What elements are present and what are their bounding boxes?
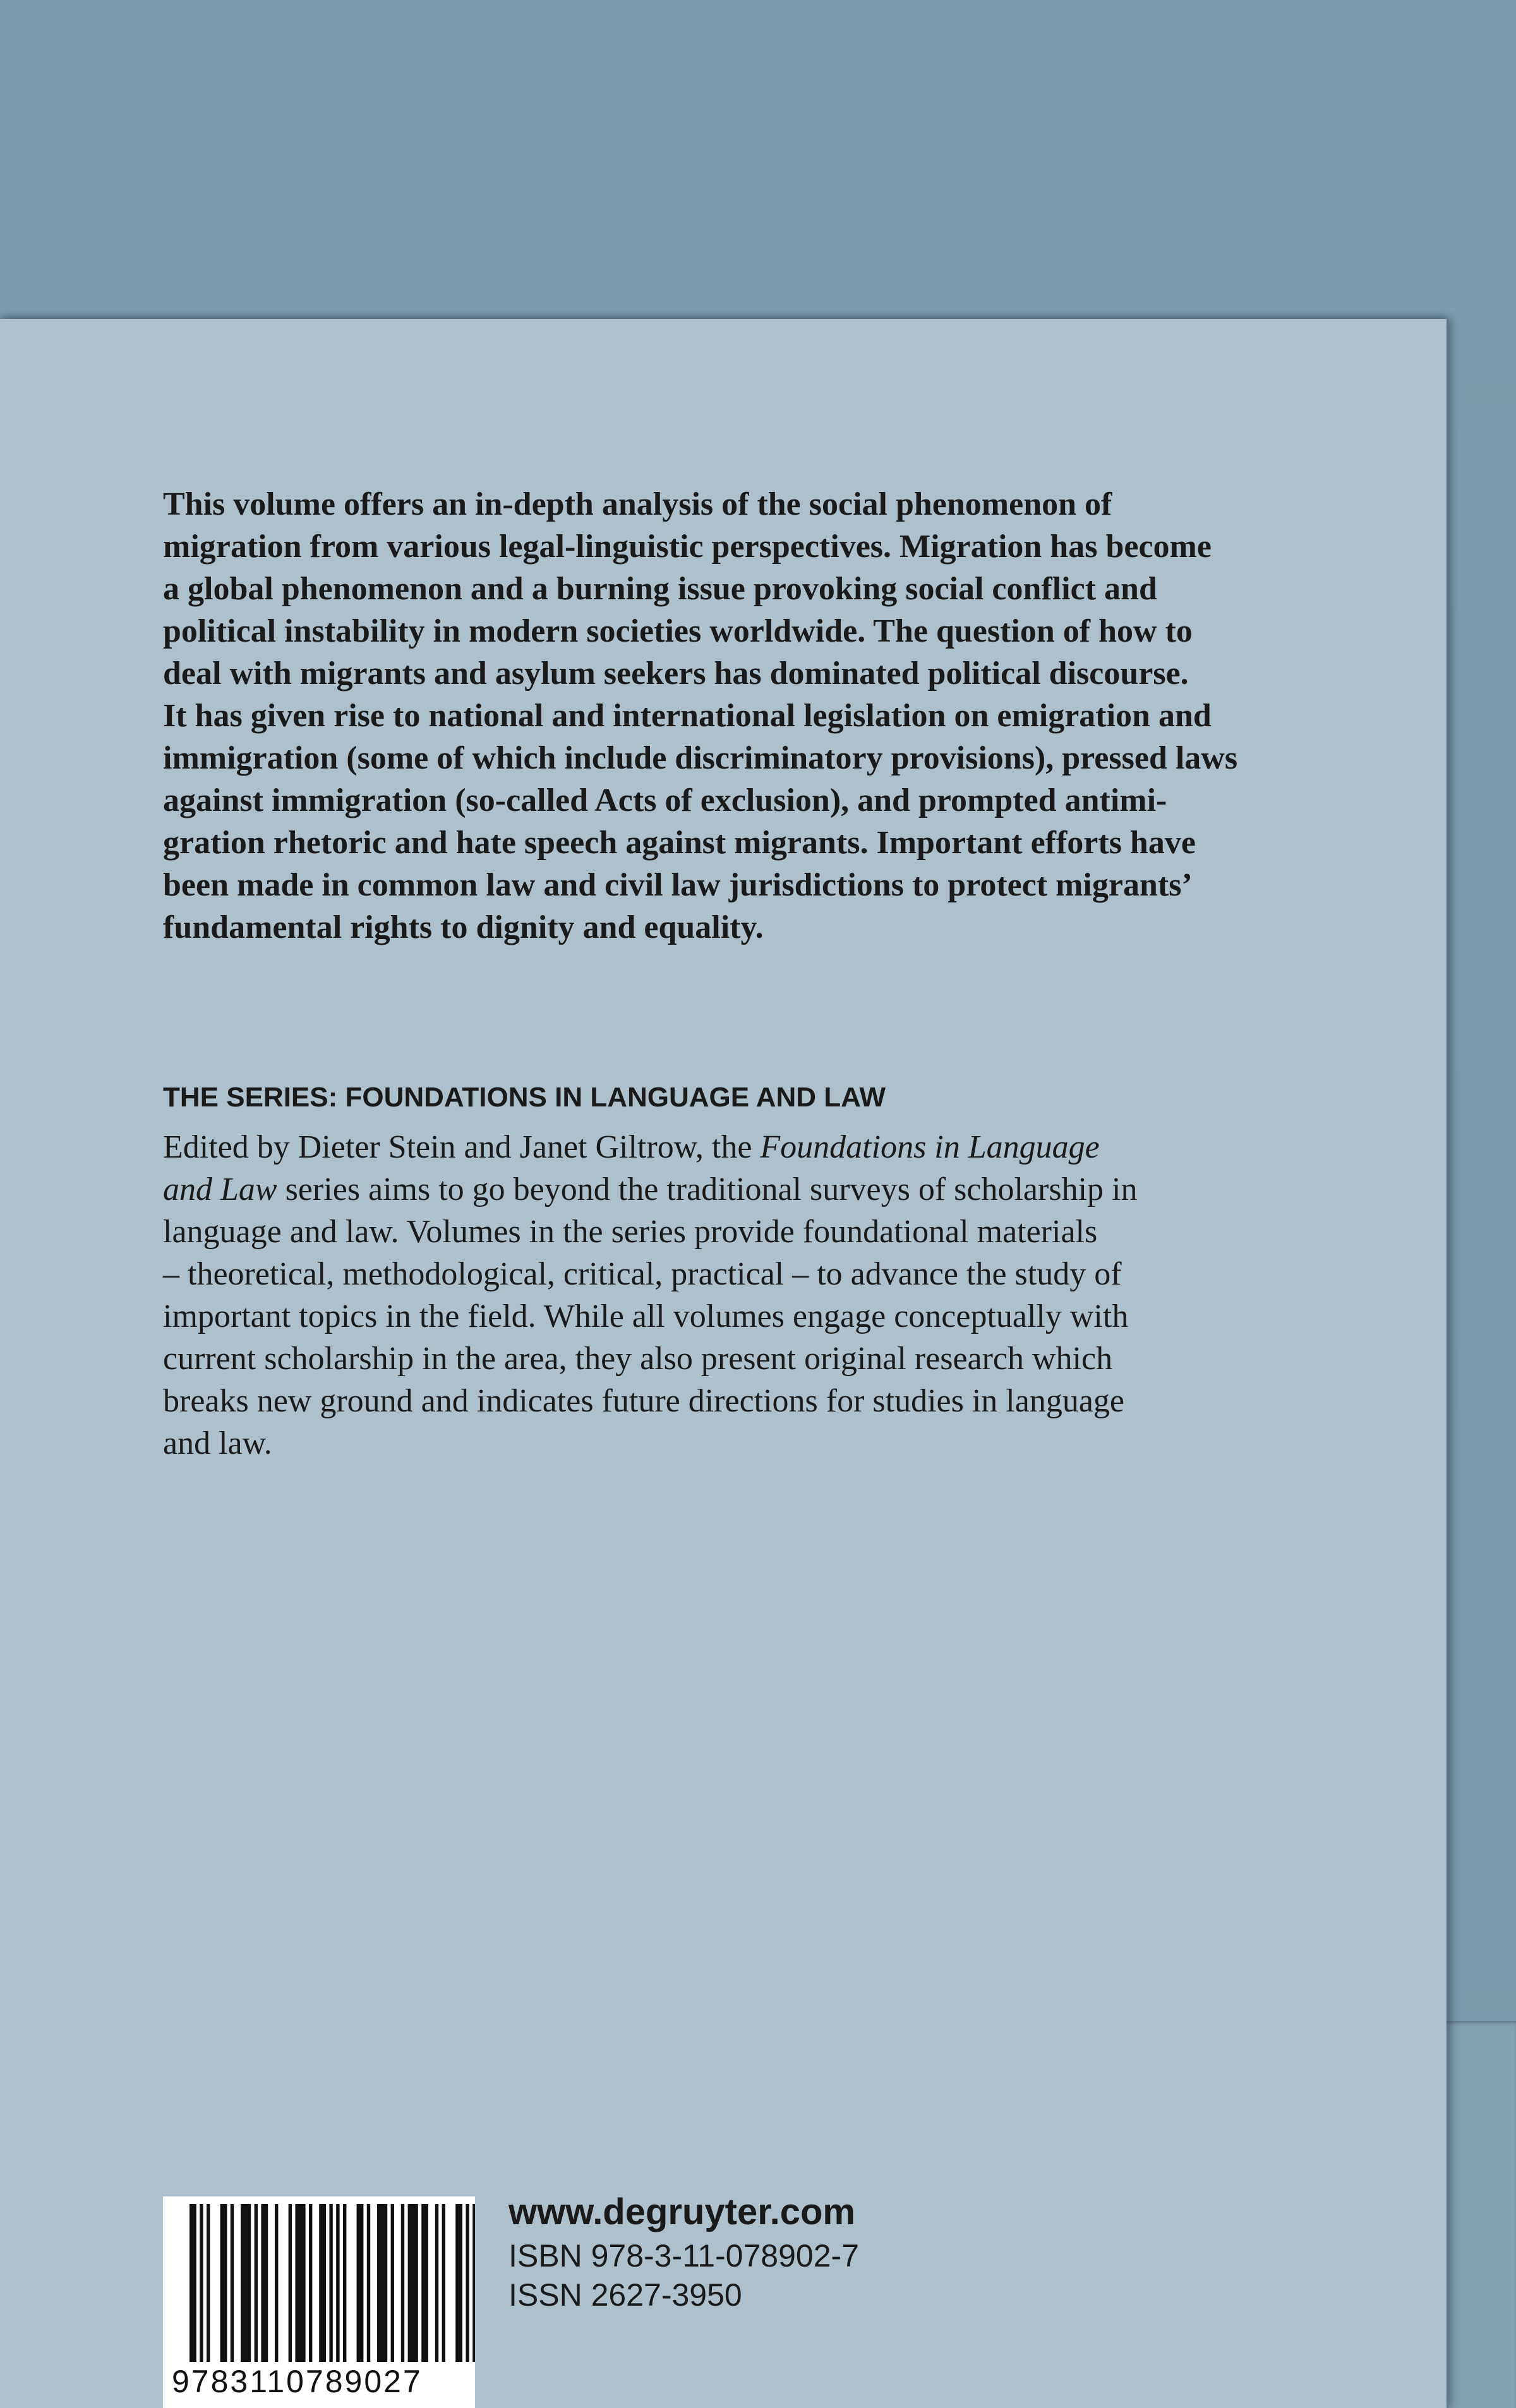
series-line: current scholarship in the area, they also present original research which bbox=[163, 1341, 1113, 1377]
barcode-bar bbox=[220, 2204, 227, 2362]
series-line: – theoretical, methodological, critical, practical – to advance the study of bbox=[163, 1256, 1122, 1292]
barcode bbox=[163, 2196, 475, 2408]
series-description bbox=[163, 1126, 1275, 1465]
publisher-website[interactable]: www.degruyter.com bbox=[508, 2191, 855, 2232]
series-text-segment: Edited by Dieter Stein and Janet Giltrow, the bbox=[163, 1129, 761, 1165]
series-title-italic: and Law bbox=[163, 1171, 277, 1207]
barcode-bar bbox=[329, 2204, 332, 2362]
barcode-bar bbox=[391, 2204, 394, 2362]
barcode-bar bbox=[255, 2204, 258, 2362]
series-line: important topics in the field. While all volumes engage conceptually with bbox=[163, 1298, 1129, 1334]
barcode-bar bbox=[401, 2204, 404, 2362]
description-line: This volume offers an in-depth analysis of the social phenomenon of bbox=[163, 486, 1112, 522]
series-text-segment: series aims to go beyond the traditional surveys of scholarship in bbox=[277, 1171, 1138, 1207]
barcode-bar bbox=[408, 2204, 418, 2362]
book-description bbox=[163, 441, 1338, 949]
barcode-bar bbox=[275, 2204, 278, 2362]
description-line: deal with migrants and asylum seekers has dominated political discourse. bbox=[163, 656, 1189, 692]
description-line: gration rhetoric and hate speech against migrants. Important efforts have bbox=[163, 825, 1196, 861]
barcode-bar bbox=[367, 2204, 370, 2362]
barcode-bar bbox=[466, 2204, 469, 2362]
barcode-bar bbox=[377, 2204, 387, 2362]
barcode-bar bbox=[357, 2204, 364, 2362]
description-line: been made in common law and civil law jurisdictions to protect migrants’ bbox=[163, 867, 1193, 903]
barcode-bar bbox=[200, 2204, 203, 2362]
barcode-bar bbox=[442, 2204, 445, 2362]
description-line: political instability in modern societies worldwide. The question of how to bbox=[163, 613, 1193, 649]
isbn-number: ISBN 978-3-11-078902-7 bbox=[508, 2238, 859, 2273]
barcode-bar bbox=[207, 2204, 210, 2362]
barcode-bar bbox=[231, 2204, 234, 2362]
description-line: migration from various legal-linguistic perspectives. Migration has become bbox=[163, 529, 1212, 565]
description-line: fundamental rights to dignity and equality. bbox=[163, 909, 764, 945]
barcode-bar bbox=[241, 2204, 251, 2362]
barcode-bar bbox=[421, 2204, 428, 2362]
description-line: a global phenomenon and a burning issue provoking social conflict and bbox=[163, 571, 1157, 607]
description-line: against immigration (so-called Acts of exclusion), and prompted antimi- bbox=[163, 782, 1167, 818]
barcode-bar bbox=[309, 2204, 312, 2362]
description-line: It has given rise to national and international legislation on emigration and bbox=[163, 698, 1212, 734]
issn-number: ISSN 2627-3950 bbox=[508, 2277, 742, 2313]
barcode-bar bbox=[319, 2204, 326, 2362]
barcode-bar bbox=[472, 2204, 475, 2362]
barcode-bar bbox=[261, 2204, 268, 2362]
barcode-bar bbox=[435, 2204, 438, 2362]
series-title-italic: Foundations in Language bbox=[760, 1129, 1100, 1165]
series-line: language and law. Volumes in the series provide foundational materials bbox=[163, 1214, 1098, 1250]
series-heading: THE SERIES: FOUNDATIONS IN LANGUAGE AND LAW bbox=[163, 1082, 886, 1113]
barcode-bars bbox=[163, 2196, 475, 2367]
barcode-bar bbox=[289, 2204, 292, 2362]
series-line: breaks new ground and indicates future directions for studies in language bbox=[163, 1383, 1124, 1419]
description-line: immigration (some of which include discriminatory provisions), pressed laws bbox=[163, 740, 1238, 776]
series-line bbox=[163, 1126, 1275, 1168]
barcode-bar bbox=[295, 2204, 305, 2362]
barcode-bar bbox=[336, 2204, 339, 2362]
barcode-bar bbox=[190, 2204, 196, 2362]
series-line bbox=[163, 1168, 1275, 1211]
barcode-digits: 9783110789027 bbox=[172, 2364, 423, 2399]
barcode-bar bbox=[455, 2204, 462, 2362]
series-line: and law. bbox=[163, 1425, 272, 1461]
barcode-bar bbox=[343, 2204, 346, 2362]
cover-edge-strip bbox=[1447, 2021, 1516, 2408]
